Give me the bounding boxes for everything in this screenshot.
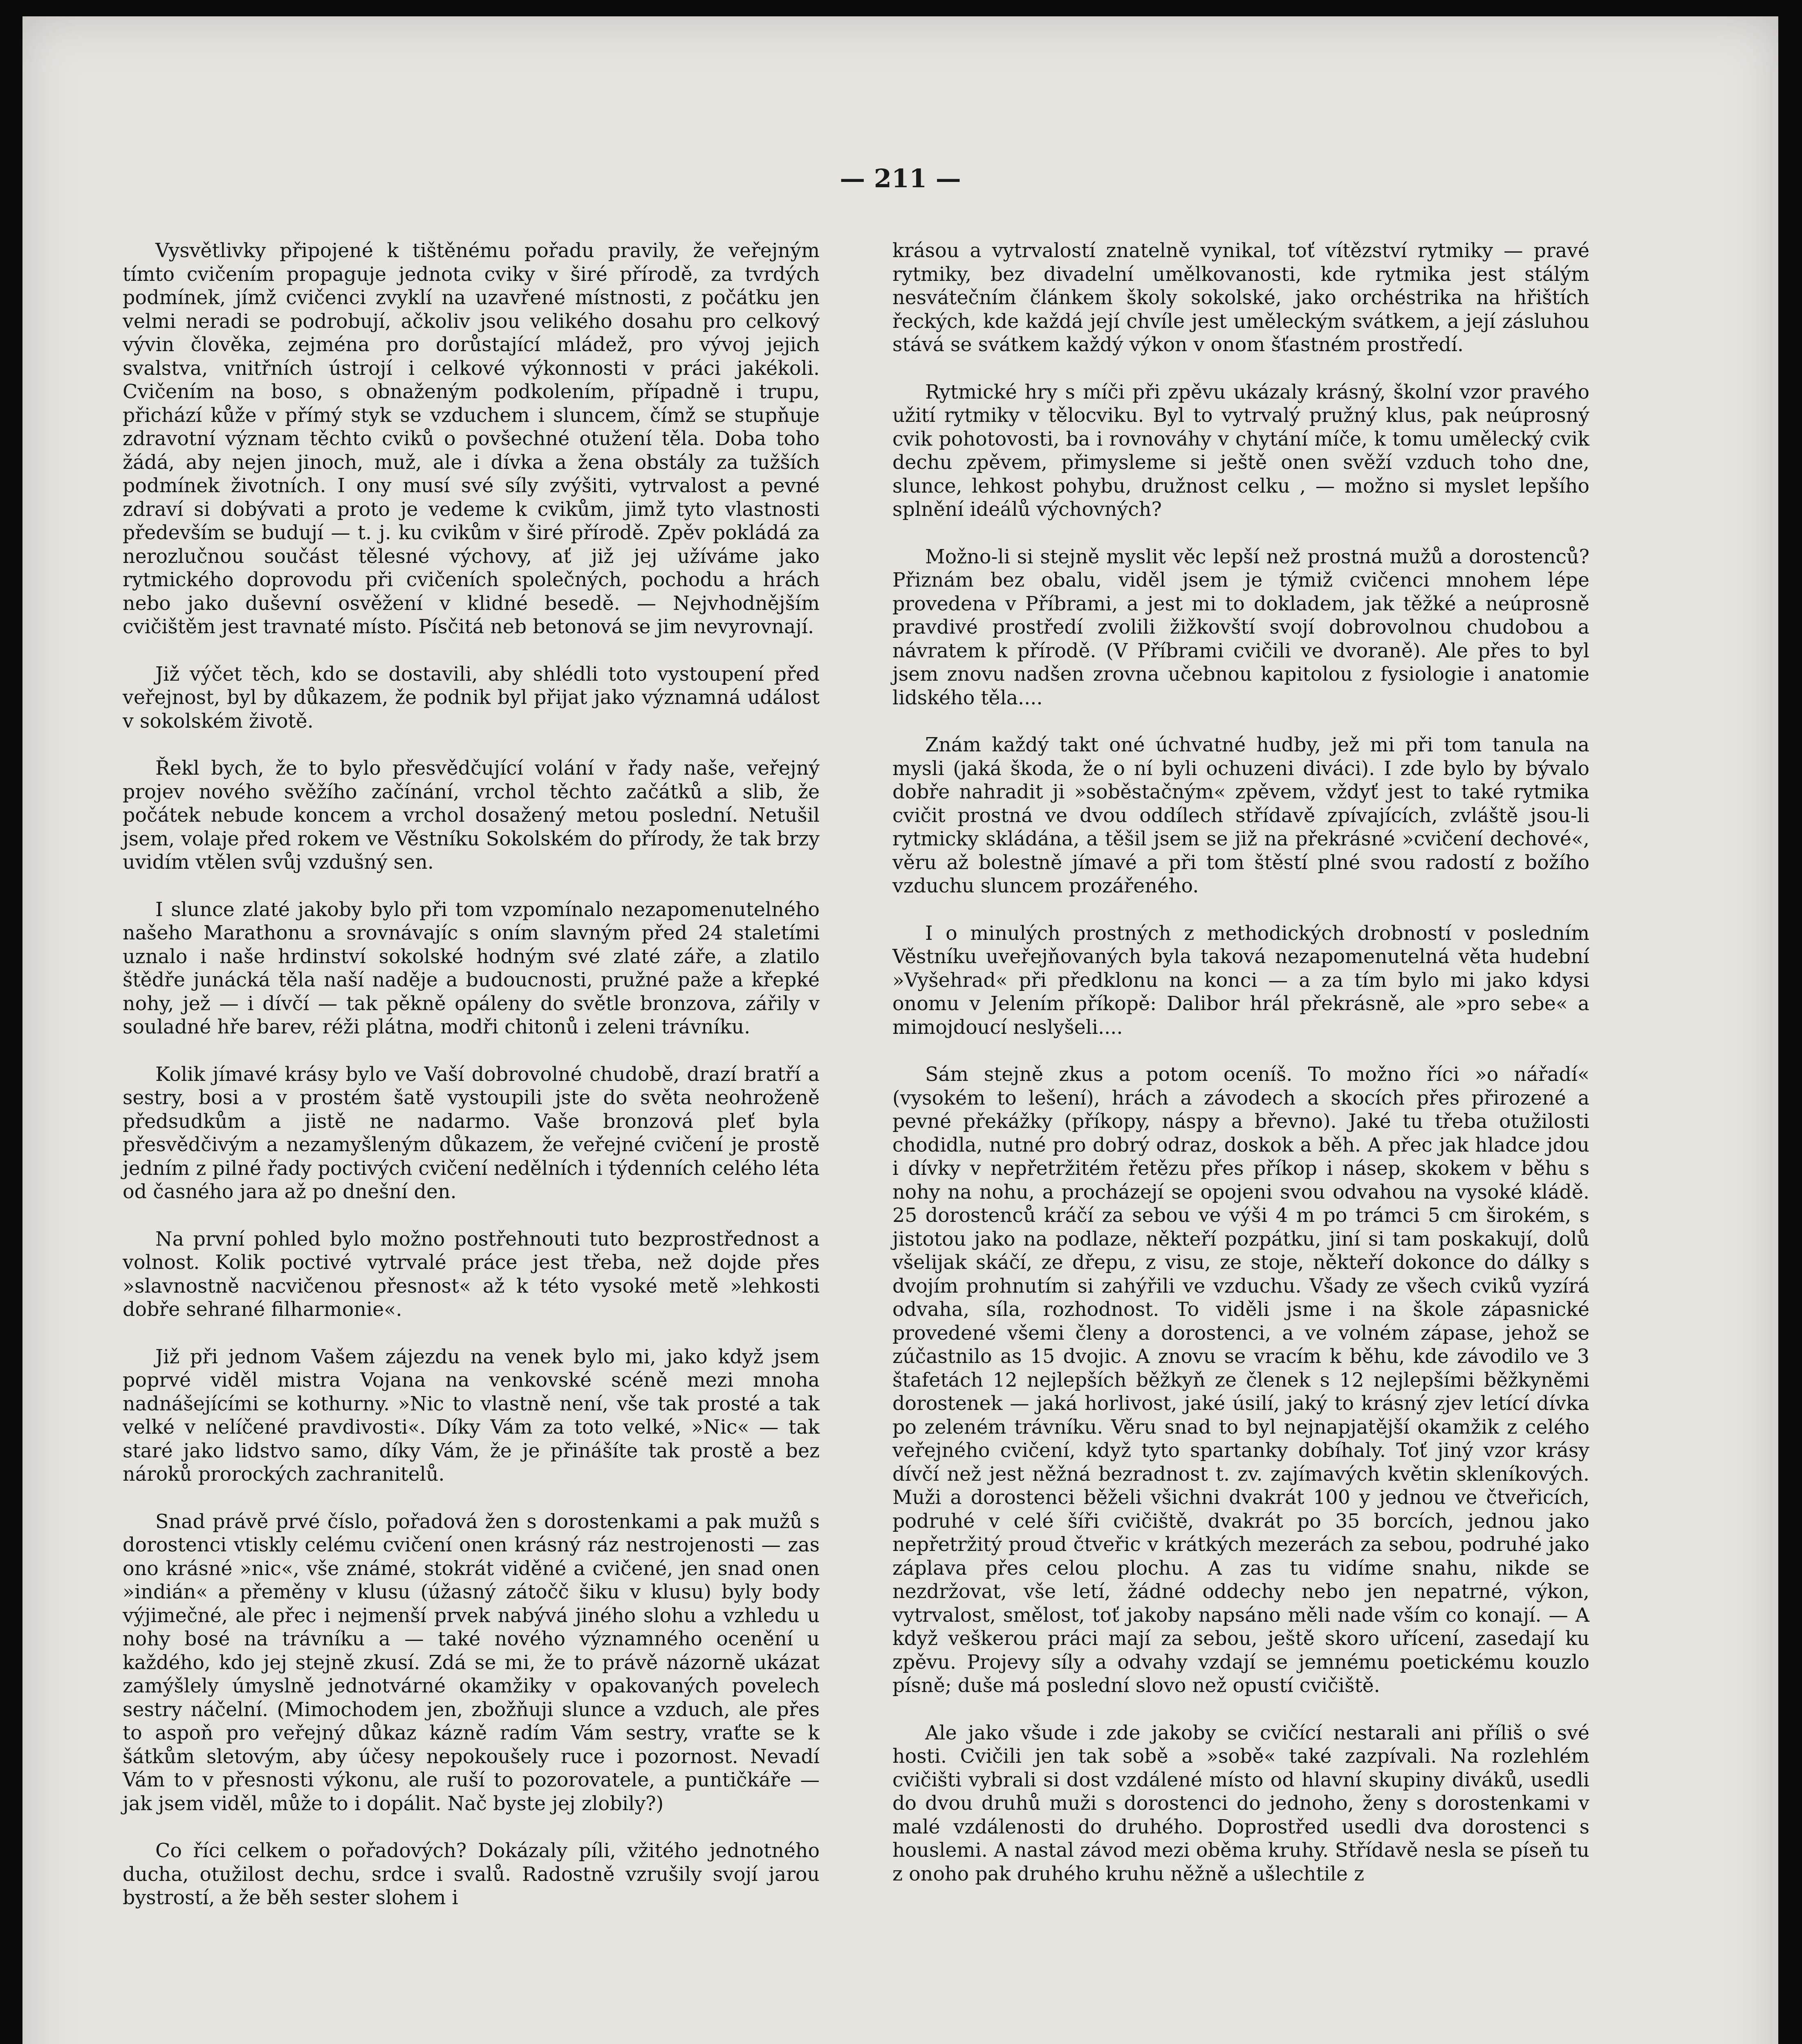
paragraph: Řekl bych, že to bylo přesvědčující volání v řady naše, veřejný projev nového svěžího začínání, vrchol těchto začátků a slib, že počátek nebude koncem a vrchol dosažený metou poslední. Netušil jsem, volaje před rokem ve Věstníku Sokolském do přírody, že tak brzy uvidím vtělen svůj vzdušný sen.	[123, 757, 820, 874]
paragraph: Znám každý takt oné úchvatné hudby, jež mi při tom tanula na mysli (jaká škoda, že o ní byli ochuzeni diváci). I zde bylo by bývalo dobře nahradit ji »soběstačným« zpěvem, vždyť jest to také rytmika cvičit prostná ve dvou oddílech střídavě zpívajících, zvláště jsou-li rytmicky skládána, a těšil jsem se již na překrásné »cvičení dechové«, věru až bolestně jímavé a při tom štěstí plné svou radostí z božího vzduchu sluncem prozářeného.	[892, 734, 1589, 897]
paragraph: Rytmické hry s míči při zpěvu ukázaly krásný, školní vzor pravého užití rytmiky v tělocviku. Byl to vytrvalý pružný klus, pak neúprosný cvik pohotovosti, ba i rovnováhy v chytání míče, k tomu umělecký cvik dechu zpěvem, přimysleme si ještě onen svěží vzduch toho dne, slunce, lehkost pohybu, družnost celku , — možno si myslet lepšího splnění ideálů výchovných?	[892, 381, 1589, 521]
paragraph: Kolik jímavé krásy bylo ve Vaší dobrovolné chudobě, drazí bratří a sestry, bosi a v prostém šatě vystoupili jste do světa neohroženě předsudkům a jistě ne nadarmo. Vaše bronzová pleť byla přesvědčivým a nezamyšleným důkazem, že veřejné cvičení je prostě jedním z pilné řady poctivých cvičení nedělních i týdenních celého léta od časného jara až po dnešní den.	[123, 1063, 820, 1203]
paragraph: Na první pohled bylo možno postřehnouti tuto bezprostřednost a volnost. Kolik poctivé vytrvalé práce jest třeba, než dojde přes »slavnostně nacvičenou přesnost« až k této vysoké metě »lehkosti dobře sehrané filharmonie«.	[123, 1228, 820, 1321]
paragraph: Vysvětlivky připojené k tištěnému pořadu pravily, že veřejným tímto cvičením propaguje jednota cviky v širé přírodě, za tvrdých podmínek, jímž cvičenci zvyklí na uzavřené místnosti, z počátku jen velmi neradi se podrobují, ačkoliv jsou velikého dosahu pro celkový vývin člověka, zejména pro dorůstající mládež, pro vývoj jejich svalstva, vnitřních ústrojí i celkové výkonnosti v práci jakékoli. Cvičením na boso, s obnaženým podkolením, případně i trupu, přichází kůže v přímý styk se vzduchem i sluncem, čímž se stupňuje zdravotní význam těchto cviků o povšechné otužení těla. Doba toho žádá, aby nejen jinoch, muž, ale i dívka a žena obstály za tužších podmínek životních. I ony musí své síly zvýšiti, vytrvalost a pevné zdraví si dobývati a proto je vedeme k cvikům, jimž tyto vlastnosti především se budují — t. j. ku cvikům v širé přírodě. Zpěv pokládá za nerozlučnou součást tělesné výchovy, ať již jej užíváme jako rytmického doprovodu při cvičeních společných, pochodu a hrách nebo jako duševní osvěžení v klidné besedě. — Nejvhodnějším cvičištěm jest travnaté místo. Písčitá neb betonová se jim nevyrovnají.	[123, 240, 820, 638]
right-column	[892, 239, 1589, 1886]
paragraph: Možno-li si stejně myslit věc lepší než prostná mužů a dorostenců? Přiznám bez obalu, viděl jsem je týmiž cvičenci mnohem lépe provedena v Příbrami, a jest mi to dokladem, jak těžké a neúprosně pravdivé prostředí zvolili žižkovští svojí dobrovolnou chudobou a návratem k přírodě. (V Příbrami cvičili ve dvoraně). Ale přes to byl jsem znovu nadšen zrovna učebnou kapitolou z fysiologie i anatomie lidského těla....	[892, 545, 1589, 709]
scanned-page	[22, 16, 1778, 2044]
paragraph: Co říci celkem o pořadových? Dokázaly píli, vžitého jednotného ducha, otužilost dechu, srdce i svalů. Radostně vzrušily svojí jarou bystrostí, a že běh sester slohem i	[123, 1840, 820, 1909]
paragraph: Sám stejně zkus a potom oceníš. To možno říci »o nářadí« (vysokém to lešení), hrách a závodech a skocích přes přirozené a pevné překážky (příkopy, náspy a břevno). Jaké tu třeba otužilosti chodidla, nutné pro dobrý odraz, doskok a běh. A přec jak hladce jdou i dívky v nepřetržitém řetězu přes příkop i násep, skokem v běhu s nohy na nohu, a procházejí se opojeni svou odvahou na vysoké kládě. 25 dorostenců kráčí za sebou ve výši 4 m po trámci 5 cm širokém, s jistotou jako na podlaze, někteří pozpátku, jiní si tam poskakují, dolů všelijak skáčí, ze dřepu, z visu, ze stoje, někteří dokonce do dálky s dvojím prohnutím si zahýřili ve vzduchu. Všady ze všech cviků vyzírá odvaha, síla, rozhodnost. To viděli jsme i na škole zápasnické provedené všemi členy a dorostenci, a ve volném zápase, jehož se zúčastnilo as 15 dvojic. A znovu se vracím k běhu, kde závodilo ve 3 štafetách 12 nejlepších běžkyň ze členek s 12 nejlepšími běžkyněmi dorostenek — jaká horlivost, jaké úsilí, jaký to krásný zjev letící dívka po zeleném trávníku. Věru snad to byl nejnapjatější okamžik z celého veřejného cvičení, když tyto spartanky dobíhaly. Toť jiný vzor krásy dívčí než jest něžná bezradnost t. zv. zajímavých květin skleníkových. Muži a dorostenci běželi všichni dvakrát 100 y jednou ve čtveřicích, podruhé v celé šíři cvičiště, dvakrát po 35 borcích, jednou jako nepřetržitý proud čtveřic v krátkých mezerách za sebou, podruhé jako záplava přes celou plochu. A zas tu vidíme snahu, nikde se nezdržovat, vše letí, žádné oddechy nebo jen nepatrné, výkon, vytrvalost, smělost, toť jakoby napsáno měli nade vším co konají. — A když veškerou práci mají za sebou, ještě skoro uřícení, zasedají ku zpěvu. Projevy síly a odvahy vzdají se jemnému poetickému kouzlo písně; duše má poslední slovo než opustí cvičiště.	[892, 1063, 1589, 1697]
paragraph-continued: krásou a vytrvalostí znatelně vynikal, toť vítězství rytmiky — pravé rytmiky, bez divadelní umělkovanosti, kde rytmika jest stálým nesvátečním článkem školy sokolské, jako orchéstrika na hřištích řeckých, kde každá její chvíle jest uměleckým svátkem, a její zásluhou stává se svátkem každý výkon v onom šťastném prostředí.	[892, 240, 1589, 356]
page-number: — 211 —	[840, 164, 961, 193]
paragraph: I o minulých prostných z methodických drobností v posledním Věstníku uveřejňovaných byla taková nezapomenutelná věta hudební »Vyšehrad« při předklonu na konci — a za tím bylo mi jako kdysi onomu v Jelením příkopě: Dalibor hrál překrásně, ale »pro sebe« a mimojdoucí neslyšeli....	[892, 922, 1589, 1039]
paragraph: Již při jednom Vašem zájezdu na venek bylo mi, jako když jsem poprvé viděl mistra Vojana na venkovské scéně mezi mnoha nadnášejícími se kothurny. »Nic to vlastně není, vše tak prosté a tak velké v nelíčené pravdivosti«. Díky Vám za toto velké, »Nic« — tak staré jako lidstvo samo, díky Vám, že je přinášíte tak prostě a bez nároků prorockých zachranitelů.	[123, 1345, 820, 1486]
paragraph: Ale jako všude i zde jakoby se cvičící nestarali ani příliš o své hosti. Cvičili jen tak sobě a »sobě« také zazpívali. Na rozlehlém cvičišti vybrali si dost vzdálené místo od hlavní skupiny diváků, usedli do dvou druhů muži s dorostenci do jednoho, ženy s dorostenkami v malé vzdálenosti do druhého. Doprostřed usedli dva dorostenci s houslemi. A nastal závod mezi oběma kruhy. Střídavě nesla se píseň tu z onoho pak druhého kruhu něžně a ušlechtile z	[892, 1721, 1589, 1885]
left-column	[123, 239, 820, 1910]
paragraph: Snad právě prvé číslo, pořadová žen s dorostenkami a pak mužů s dorostenci vtiskly celému cvičení onen krásný ráz nestrojenosti — zas ono krásné »nic«, vše známé, stokrát viděné a cvičené, jen snad onen »indián« a přeměny v klusu (úžasný zátočč šiku v klusu) byly body výjimečné, ale přec i nejmenší prvek nabývá jiného slohu a vzhledu u nohy bosé na trávníku a — také nového významného ocenění u každého, kdo jej stejně zkusí. Zdá se mi, že to právě názorně ukázat zamýšlely úmyslně jednotvárné okamžiky v opakovaných povelech sestry náčelní. (Mimochodem jen, zbožňuji slunce a vzduch, ale přes to aspoň pro veřejný důkaz kázně radím Vám sestry, vraťte se k šátkům sletovým, aby účesy nepokoušely ruce i pozornost. Nevadí Vám to v přesnosti výkonu, ale ruší to pozorovatele, a puntičkáře — jak jsem viděl, může to i dopálit. Nač byste jej zlobily?)	[123, 1510, 820, 1815]
paragraph: I slunce zlaté jakoby bylo při tom vzpomínalo nezapomenutelného našeho Marathonu a srovnávajíc s oním slavným před 24 staletími uznalo i naše hrdinství sokolské hodným své zlaté záře, a zlatilo štědře junácká těla naší naděje a budoucnosti, pružné paže a křepké nohy, jež — i dívčí — tak pěkně opáleny do světle bronzova, zářily v souladné hře barev, réži plátna, modři chitonů i zeleni trávníku.	[123, 898, 820, 1038]
paragraph: Již výčet těch, kdo se dostavili, aby shlédli toto vystoupení před veřejnost, byl by důkazem, že podnik byl přijat jako významná událost v sokolském životě.	[123, 663, 820, 733]
